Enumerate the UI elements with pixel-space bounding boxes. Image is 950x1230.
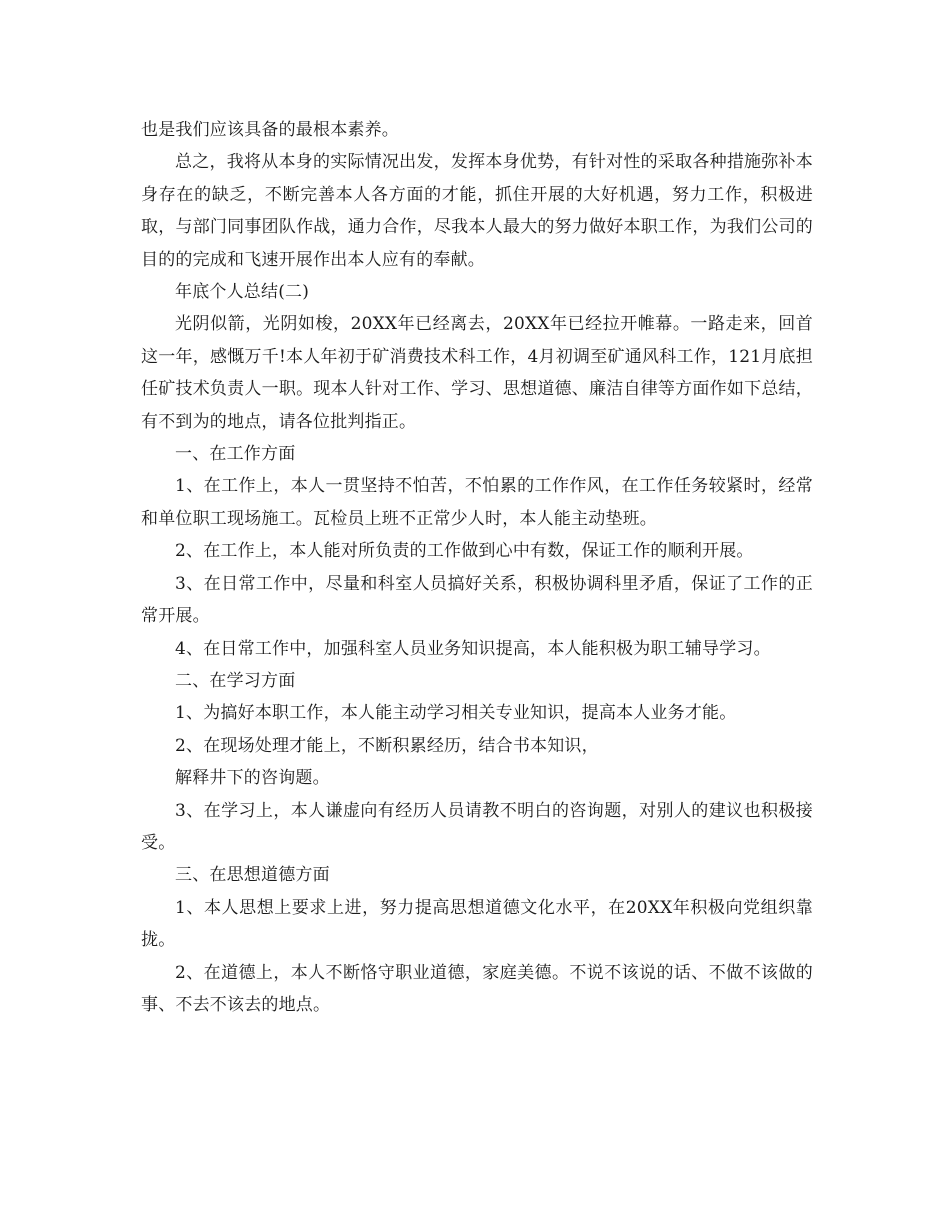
paragraph-work-4: 4、在日常工作中，加强科室人员业务知识提高，本人能积极为职工辅导学习。 [175,638,771,659]
heading-ethics: 三、在思想道德方面 [175,865,330,886]
paragraph-4: 光阴似箭，光阴如梭，20XX年已经离去，20XX年已经拉开帷幕。一路走来，回首这一年，感慨万千!本人年初于矿消费技术科工作，4月初调至矿通风科工作，121月底担任矿技术负责人一职。现本人针对工作、学习、思想道德、廉洁自律等方面作如下总结，有不到为的地点，请各位批判指正。 [141,314,813,432]
heading-study: 二、在学习方面 [175,670,296,691]
document-body [141,114,813,1021]
paragraph-work-2: 2、在工作上，本人能对所负责的工作做到心中有数，保证工作的顺利开展。 [175,541,754,562]
paragraph-ethics-1: 1、本人思想上要求上进，努力提高思想道德文化水平，在20XX年积极向党组织靠拢。 [141,897,813,951]
heading-work: 一、在工作方面 [175,444,296,465]
paragraph-study-2-continued: 解释井下的咨询题。 [175,768,330,789]
paragraph-study-3: 3、在学习上，本人谦虚向有经历人员请教不明白的咨询题，对别人的建议也积极接受。 [141,800,813,853]
paragraph-study-1: 1、为搞好本职工作，本人能主动学习相关专业知识，提高本人业务才能。 [175,703,737,724]
section-title-year-end-summary-2: 年底个人总结(二) [175,282,310,303]
paragraph-2: 总之，我将从本身的实际情况出发，发挥本身优势，有针对性的采取各种措施弥补本身存在的缺乏，不断完善本人各方面的才能，抓住开展的大好机遇，努力工作，积极进取，与部门同事团队作战，通力合作，尽我本人最大的努力做好本职工作，为我们公司的目的的完成和飞速开展作出本人应有的奉献。 [141,152,813,270]
paragraph-work-1: 1、在工作上，本人一贯坚持不怕苦，不怕累的工作作风，在工作任务较紧时，经常和单位职工现场施工。瓦检员上班不正常少人时，本人能主动垫班。 [141,476,813,529]
paragraph-work-3: 3、在日常工作中，尽量和科室人员搞好关系，积极协调科里矛盾，保证了工作的正常开展。 [141,573,813,627]
paragraph-1: 也是我们应该具备的最根本素养。 [141,120,399,140]
paragraph-study-2: 2、在现场处理才能上，不断积累经历，结合书本知识， [175,735,599,756]
paragraph-ethics-2: 2、在道德上，本人不断恪守职业道德，家庭美德。不说不该说的话、不做不该做的事、不去不该去的地点。 [141,962,813,1015]
